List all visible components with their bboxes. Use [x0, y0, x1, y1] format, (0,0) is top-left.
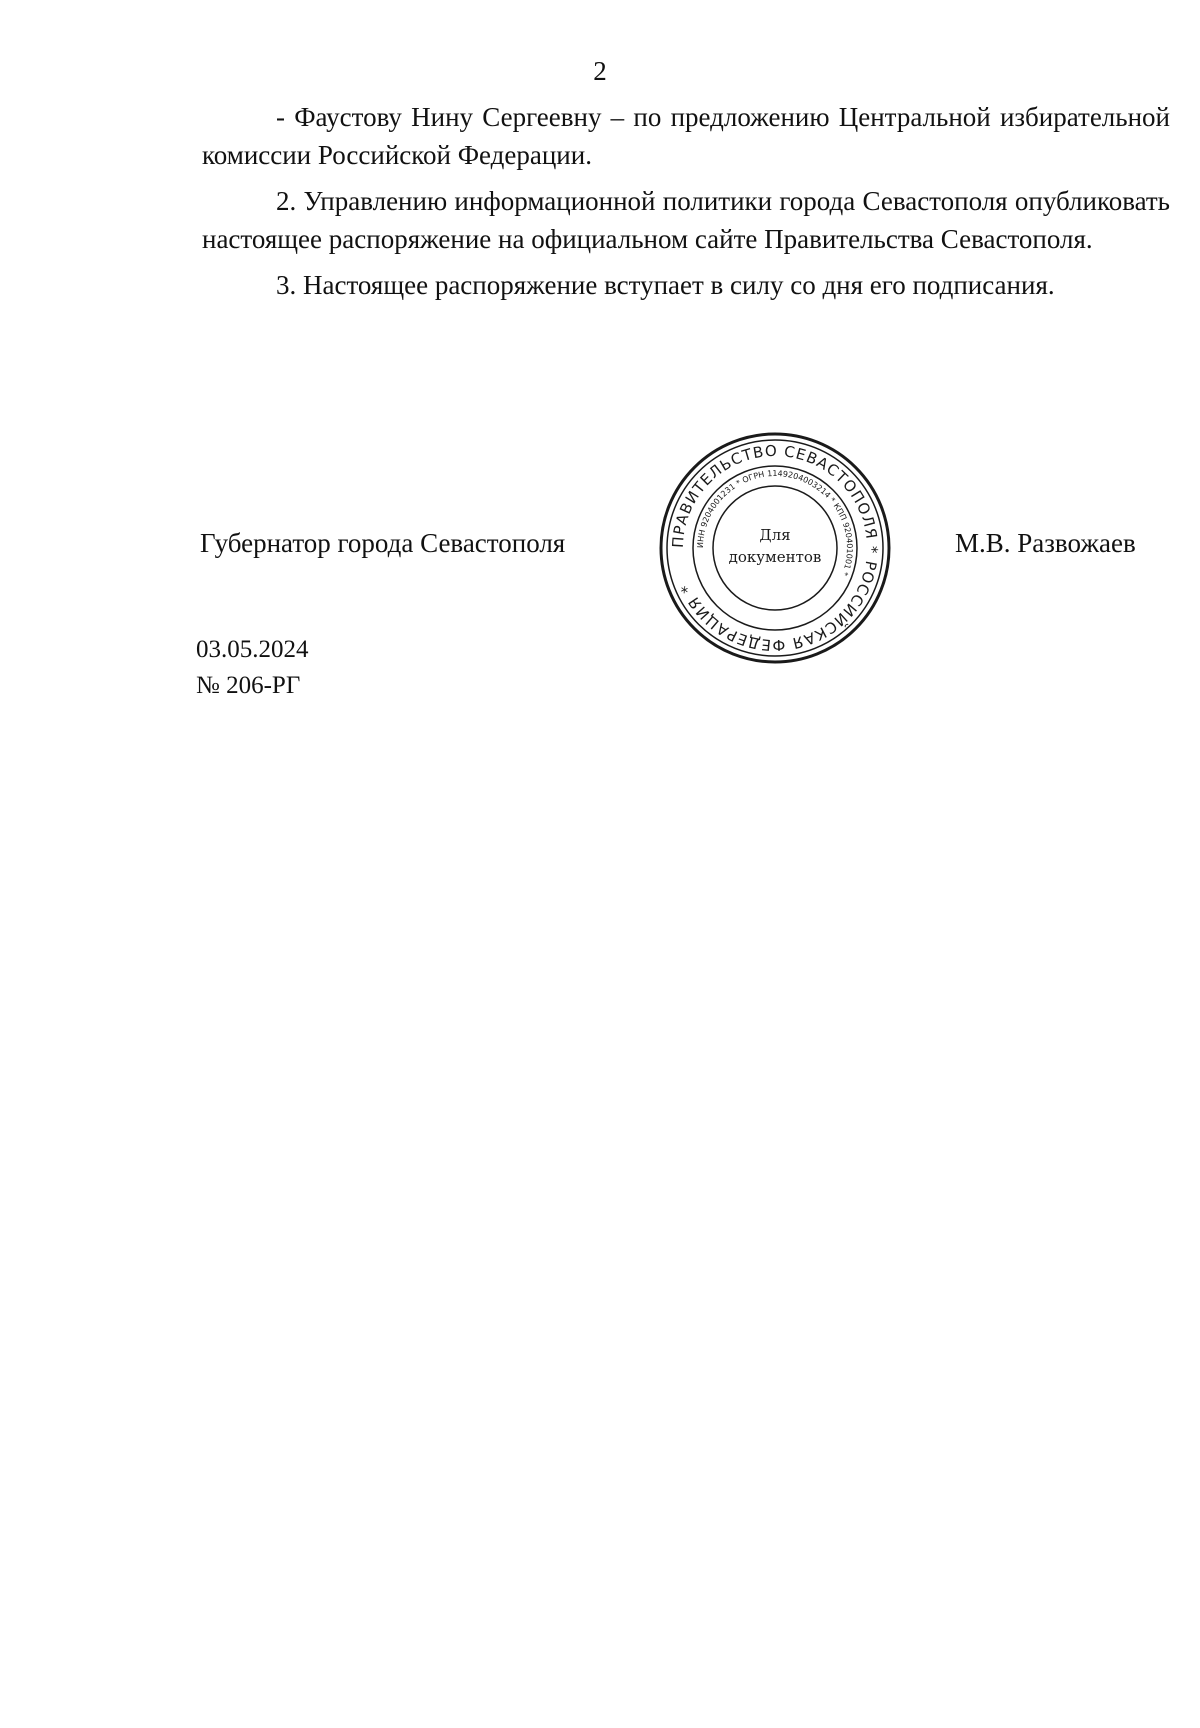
- stamp-inner-text: ИНН 9204001231 * ОГРН 1149204003214 * КПП 920401001 *: [695, 468, 855, 578]
- page-number: 2: [593, 56, 607, 86]
- paragraph-appointee: - Фаустову Нину Сергеевну – по предложению Центральной избирательной комиссии Российской Федерации.: [202, 102, 1170, 170]
- signatory-name: М.В. Развожаев: [955, 528, 1136, 558]
- document-date: 03.05.2024: [196, 636, 309, 663]
- document-body: [202, 98, 1170, 304]
- official-seal-stamp: [655, 428, 895, 668]
- signatory-title: Губернатор города Севастополя: [200, 528, 566, 558]
- stamp-center-line1: Для: [759, 526, 791, 544]
- stamp-center-line2: документов: [728, 548, 822, 566]
- paragraph-publication: 2. Управлению информационной политики города Севастополя опубликовать настоящее распоряжение на официальном сайте Правительства Севастополя.: [202, 186, 1170, 254]
- stamp-outer-text: ПРАВИТЕЛЬСТВО СЕВАСТОПОЛЯ * РОССИЙСКАЯ ФЕДЕРАЦИЯ *: [668, 441, 882, 655]
- document-number: № 206-РГ: [196, 672, 301, 699]
- paragraph-effective-date: 3. Настоящее распоряжение вступает в силу со дня его подписания.: [276, 270, 1055, 300]
